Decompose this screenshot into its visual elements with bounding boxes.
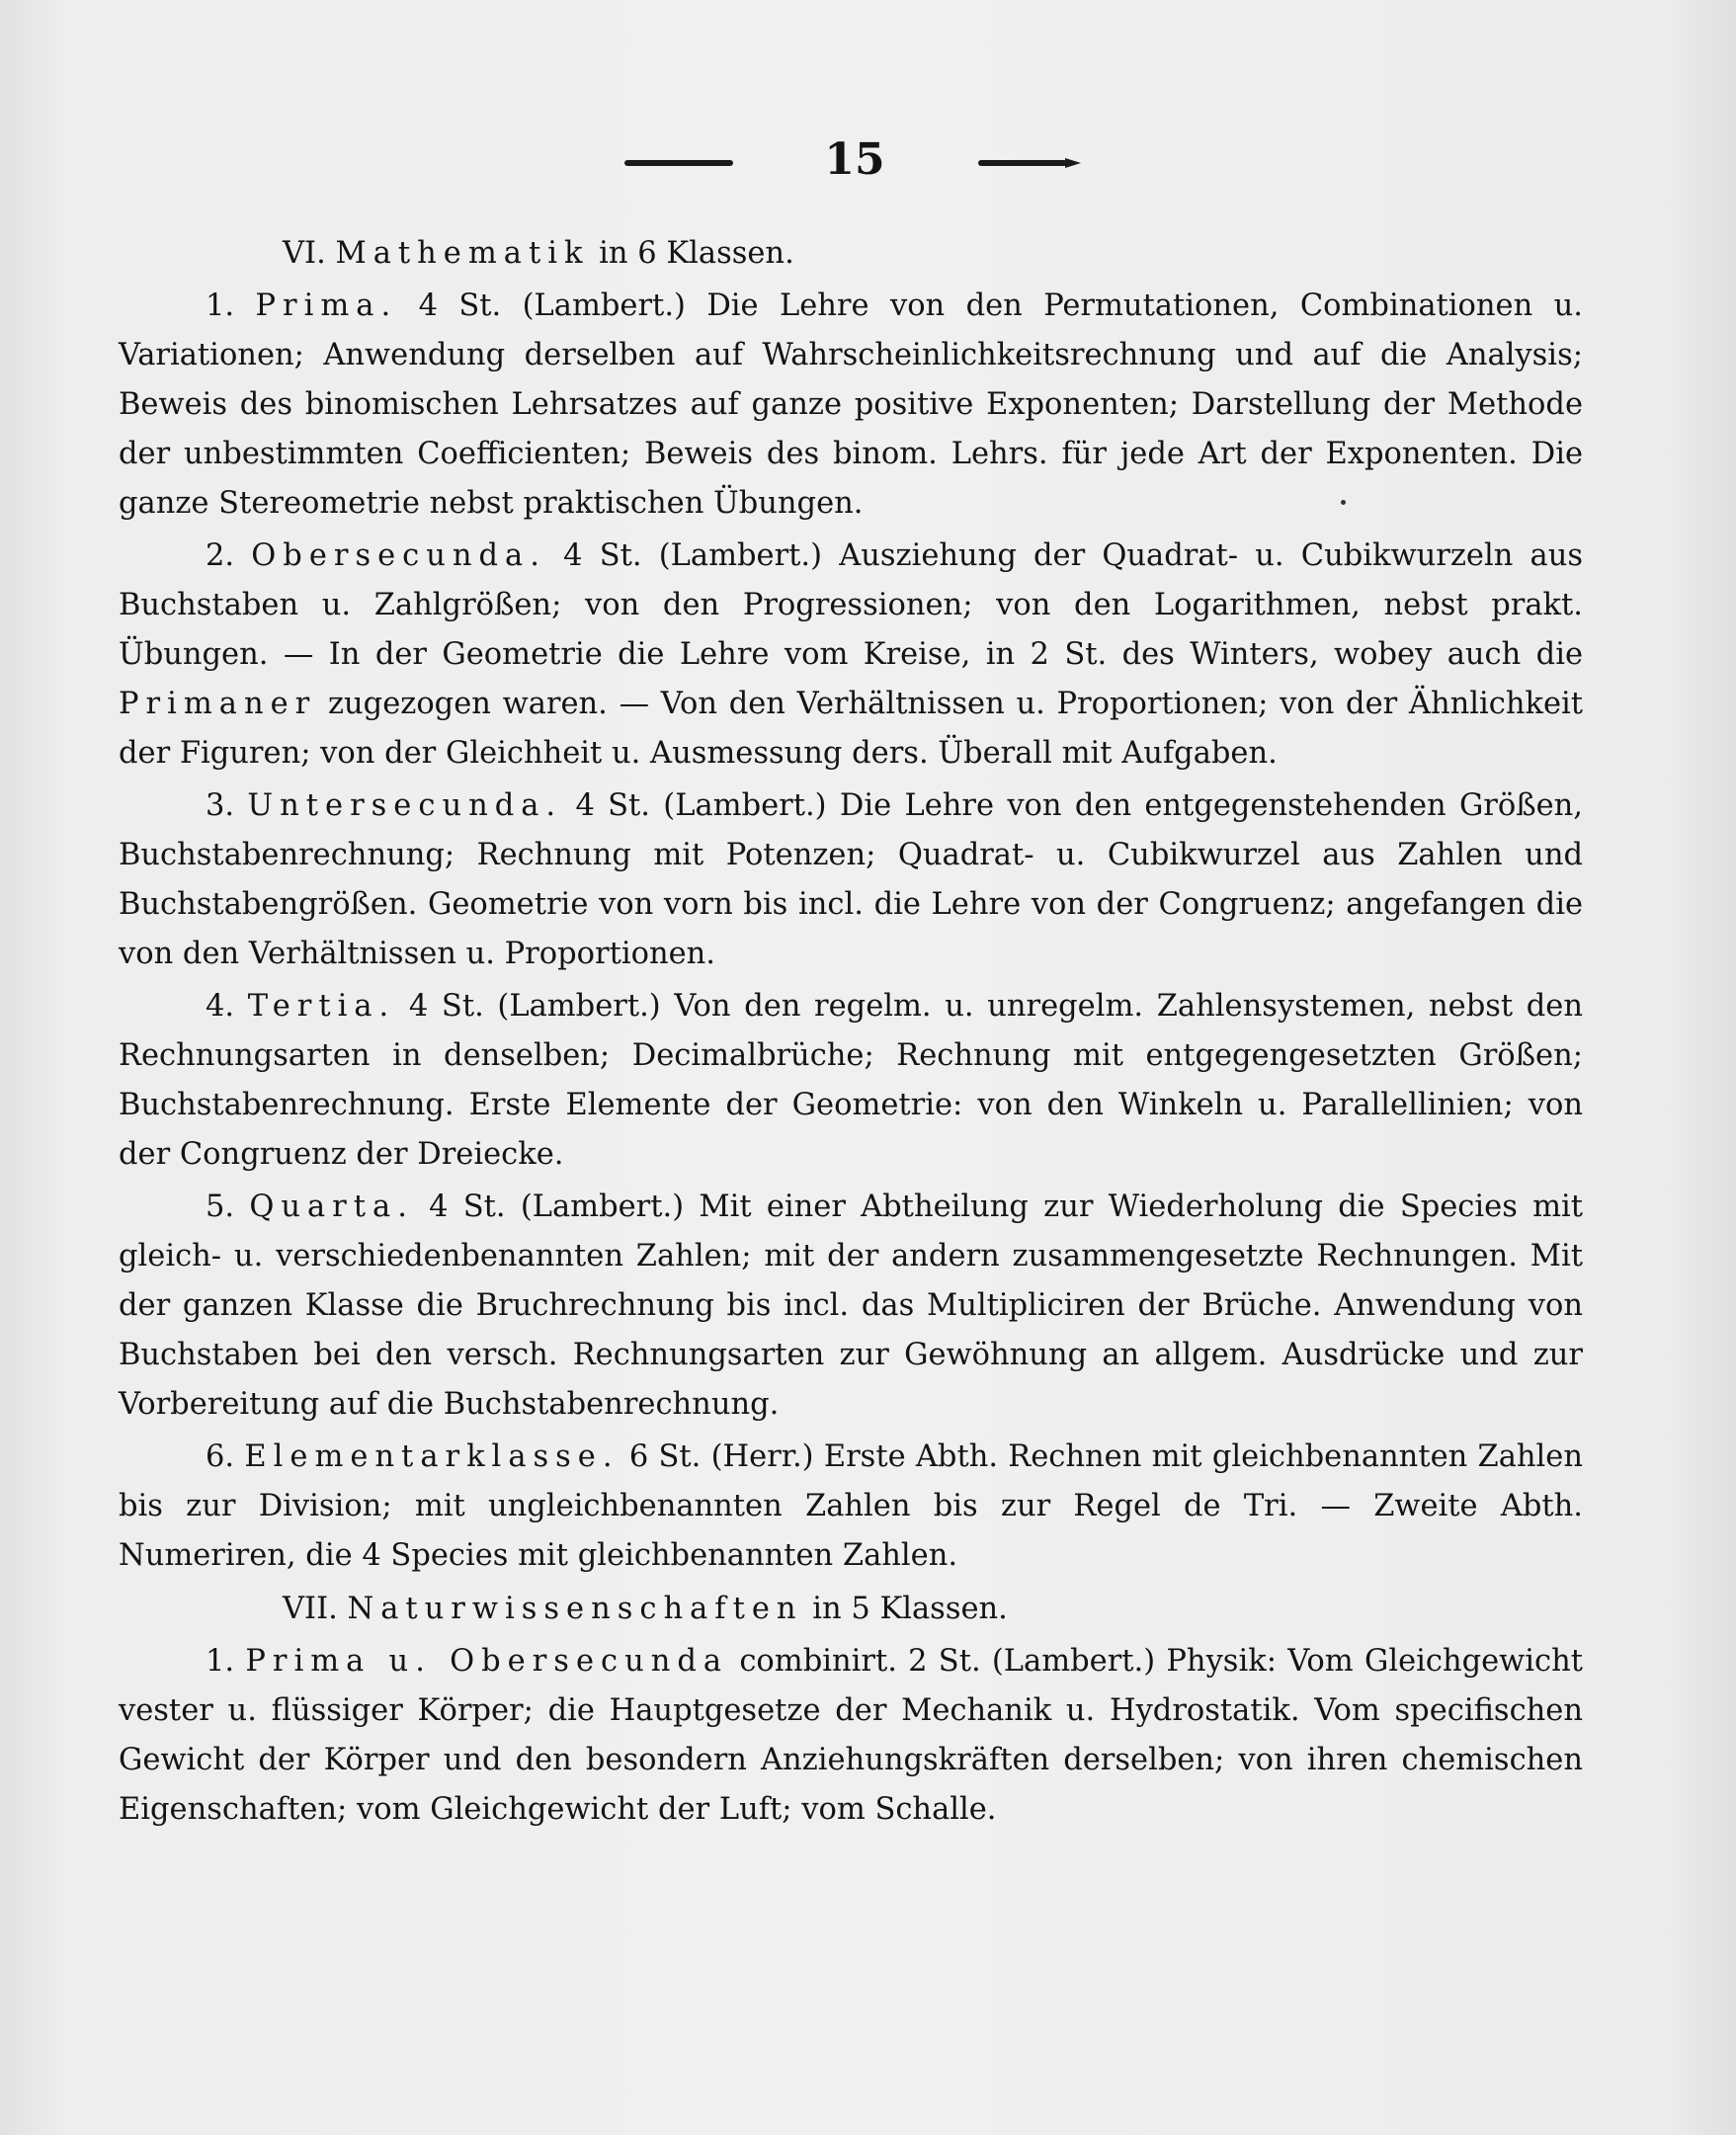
math-item-untersecunda (119, 781, 1583, 979)
item-text: Die Lehre von den Permutationen, Combinationen u. Variationen; Anwendung derselben auf Wahrscheinlichkeitsrechnung und auf die Analysis; Beweis des binomischen Lehrsatzes auf ganze positive Exponenten; Darstellung der Methode der unbestimmten Coefficienten; Beweis des binom. Lehrs. für jede Art der Exponenten. Die ganze Stereometrie nebst praktischen Übungen. (119, 288, 1583, 521)
item-text: Von den regelm. u. unregelm. Zahlensystemen, nebst den Rechnungsarten in denselben; Decimalbrüche; Rechnung mit entgegengesetzten Größen; Buchstabenrechnung. Erste Elemente der Geometrie: von den Winkeln u. Parallellinien; von der Congruenz der Dreiecke. (119, 989, 1583, 1172)
page-header (0, 130, 1736, 190)
section-title: Naturwissenschaften (347, 1592, 803, 1626)
item-text: Mit einer Abtheilung zur Wiederholung die Species mit gleich- u. verschiedenbenannten Zahlen; mit der andern zusammengesetzte Rechnungen. Mit der ganzen Klasse die Bruchrechnung bis incl. das Multipliciren der Brüche. Anwendung von Buchstaben bei den versch. Rechnungsarten zur Gewöhnung an allgem. Ausdrücke und zur Vorbereitung auf die Buchstabenrechnung. (119, 1190, 1584, 1422)
item-text-spaced: Primaner (119, 687, 317, 721)
item-label: Untersecunda. (247, 788, 563, 823)
section-title: Mathematik (335, 236, 590, 271)
item-number: 2. (206, 538, 235, 573)
item-meta: 4 St. (Lambert.) (575, 788, 827, 823)
item-label-tail: combinirt. (739, 1644, 897, 1679)
item-number: 4. (206, 989, 235, 1024)
item-meta: 4 St. (Lambert.) (429, 1190, 685, 1224)
item-text-end: zugezogen waren. — Von den Verhältnissen u. Proportionen; von der Ähnlichkeit der Figuren; von der Gleichheit u. Ausmessung ders. Überall mit Aufgaben. (119, 687, 1584, 771)
item-text: Physik: Vom Gleichgewicht vester u. flüssiger Körper; die Hauptgesetze der Mechanik u. Hydrostatik. Vom specifischen Gewicht der Körper und den besondern Anziehungskräften derselben; von ihren chemischen Eigenschaften; vom Gleichgewicht der Luft; vom Schalle. (119, 1644, 1584, 1827)
item-meta: 4 St. (Lambert.) (408, 989, 661, 1024)
math-item-tertia (119, 982, 1583, 1180)
item-label: Prima. (255, 288, 398, 323)
item-meta: 2 St. (Lambert.) (908, 1644, 1156, 1679)
item-meta: 4 St. (Lambert.) (563, 538, 823, 573)
section-suffix: in 6 Klassen. (599, 236, 794, 271)
item-meta: 6 St. (Herr.) (628, 1439, 814, 1474)
header-rule-right (978, 160, 1067, 166)
science-item-prima-obersecunda (119, 1637, 1583, 1835)
item-label: Tertia. (247, 989, 396, 1024)
item-label: Quarta. (249, 1190, 414, 1224)
section-numeral: VI. (283, 236, 326, 271)
item-label: Obersecunda. (251, 538, 546, 573)
item-number: 1. (206, 288, 235, 323)
math-item-prima (119, 282, 1583, 529)
math-item-elementarklasse (119, 1433, 1583, 1581)
section-suffix: in 5 Klassen. (812, 1592, 1008, 1626)
item-text: Die Lehre von den entgegenstehenden Größen, Buchstabenrechnung; Rechnung mit Potenzen; Quadrat- u. Cubikwurzel aus Zahlen und Buchstabengrößen. Geometrie von vorn bis incl. die Lehre von der Congruenz; angefangen die von den Verhältnissen u. Proportionen. (119, 788, 1584, 971)
item-number: 1. (206, 1644, 235, 1679)
section-numeral: VII. (283, 1592, 338, 1626)
item-label: Prima u. Obersecunda (245, 1644, 729, 1679)
header-rule-left (624, 160, 733, 166)
item-meta: 4 St. (Lambert.) (418, 288, 686, 323)
math-item-obersecunda (119, 532, 1583, 779)
page-number: 15 (824, 134, 885, 185)
item-number: 3. (206, 788, 235, 823)
item-text: Erste Abth. Rechnen mit gleichbenannten Zahlen bis zur Division; mit ungleichbenannten Zahlen bis zur Regel de Tri. — Zweite Abth. Numeriren, die 4 Species mit gleichbenannten Zahlen. (119, 1439, 1583, 1573)
item-text: Ausziehung der Quadrat- u. Cubikwurzeln aus Buchstaben u. Zahlgrößen; von den Progressionen; von den Logarithmen, nebst prakt. Übungen. — In der Geometrie die Lehre vom Kreise, in 2 St. des Winters, wobey auch die (119, 538, 1583, 672)
item-label: Elementarklasse. (244, 1439, 620, 1474)
item-number: 6. (206, 1439, 235, 1474)
page-content (119, 225, 1583, 1835)
section-heading-science (119, 1585, 1583, 1634)
section-heading-math (119, 229, 1583, 279)
math-item-quarta (119, 1183, 1583, 1430)
item-number: 5. (206, 1190, 235, 1224)
